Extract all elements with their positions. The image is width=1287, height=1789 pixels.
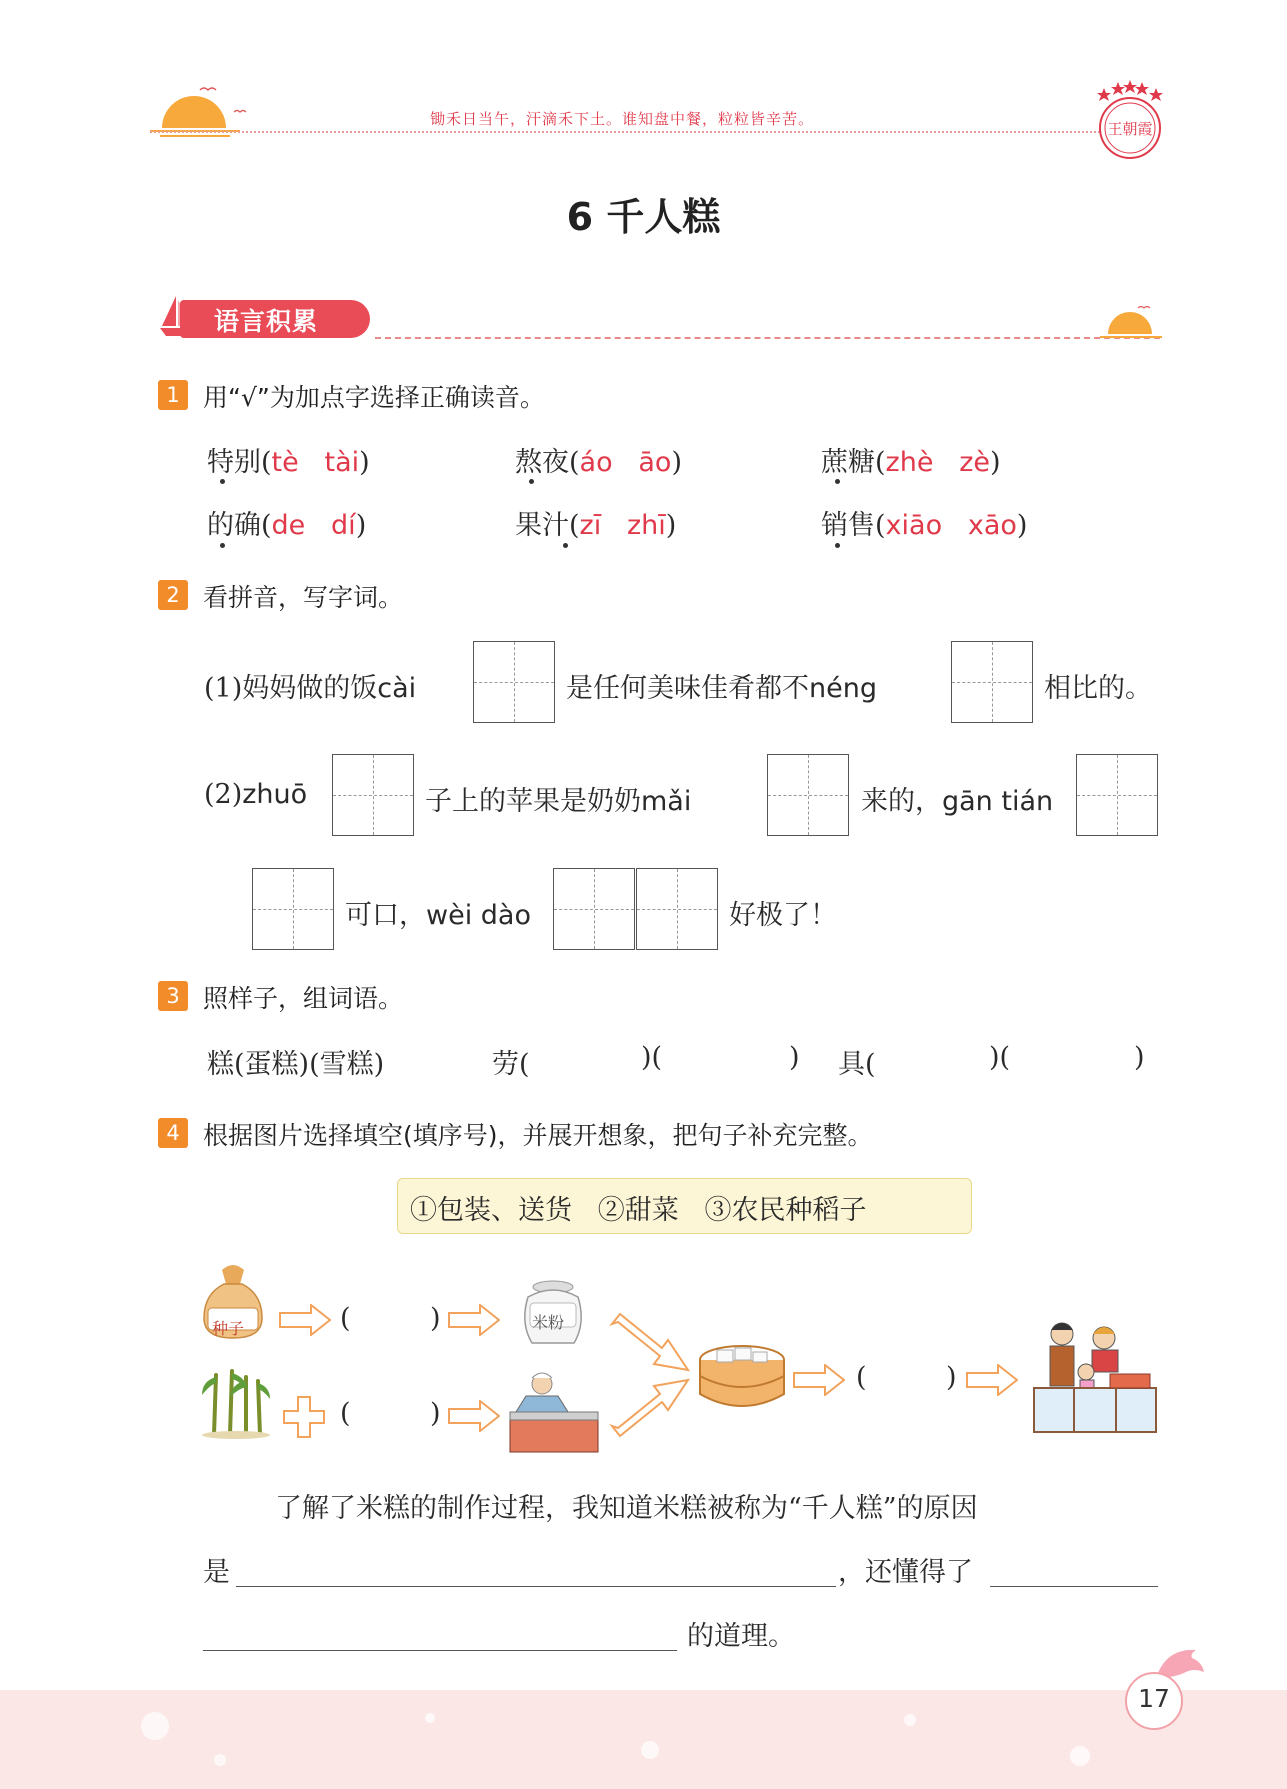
options-text: ①包装、送货 ②甜菜 ③农民种稻子 [410, 1195, 867, 1226]
writing-box[interactable] [553, 868, 635, 950]
question-number-4: 4 [158, 1118, 188, 1148]
blank-paren-close: ) [946, 1362, 957, 1393]
writing-box[interactable] [767, 754, 849, 836]
page-title: 6 千人糕 [566, 195, 721, 239]
q1-item-1: 特别(tè tài) [207, 447, 370, 478]
emphasis-dot [835, 543, 840, 548]
blank-paren-close: ) [430, 1303, 441, 1334]
q3-example: 糕(蛋糕)(雪糕) [207, 1049, 385, 1080]
arrow-right-icon [448, 1400, 500, 1432]
emphasis-dot [563, 543, 568, 548]
question-number-3: 3 [158, 981, 188, 1011]
q4-sentence-3: 的道理。 [687, 1621, 795, 1652]
blank-paren-open: ( [856, 1362, 867, 1393]
pinyin-option[interactable]: de [271, 510, 306, 541]
q4-sentence-2b: ，还懂得了 [838, 1557, 973, 1588]
q3-close: ) [789, 1042, 800, 1073]
pinyin-option[interactable]: áo [579, 447, 613, 478]
page-number: 17 [1138, 1684, 1170, 1713]
question-1-prompt: 用“√”为加点字选择正确读音。 [203, 383, 545, 412]
question-2-prompt: 看拼音，写字词。 [203, 583, 404, 612]
svg-text:王朝霞: 王朝霞 [1107, 120, 1153, 138]
header-divider [150, 131, 1100, 133]
sun-logo-icon [150, 82, 270, 142]
question-3-prompt: 照样子，组词语。 [203, 984, 404, 1013]
emphasis-dot [835, 479, 840, 484]
q1-item-4: 的确(de dí) [207, 510, 367, 541]
writing-box[interactable] [1076, 754, 1158, 836]
writing-box[interactable] [636, 868, 718, 950]
pinyin-option[interactable]: dí [331, 510, 356, 541]
arrow-right-icon [279, 1304, 331, 1336]
pinyin-option[interactable]: tài [324, 447, 360, 478]
sugar-beet-plant-icon [200, 1367, 272, 1439]
q3-word-2: 具( [838, 1049, 876, 1080]
q3-close: ) [1134, 1042, 1145, 1073]
seed-bag-label: 种子 [212, 1319, 245, 1338]
question-4-prompt: 根据图片选择填空(填序号)，并展开想象，把句子补充完整。 [203, 1121, 873, 1150]
q2-line-2a: (2)zhuō [204, 779, 308, 810]
q1-item-6: 销售(xiāo xāo) [821, 510, 1028, 541]
section-divider [375, 337, 1160, 339]
answer-line[interactable] [203, 1650, 677, 1651]
pinyin-option[interactable]: xāo [967, 510, 1017, 541]
pinyin-option[interactable]: zī [579, 510, 602, 541]
blank-paren-close: ) [430, 1398, 441, 1429]
rice-flour-label: 米粉 [532, 1313, 565, 1332]
diagonal-arrow-icon [608, 1310, 692, 1374]
pinyin-option[interactable]: zè [959, 447, 990, 478]
plus-icon [283, 1396, 325, 1438]
worker-at-stove-icon [506, 1370, 602, 1454]
rice-cake-steamer-icon [695, 1340, 789, 1414]
answer-line[interactable] [236, 1586, 836, 1587]
writing-box[interactable] [473, 641, 555, 723]
q4-sentence-2a: 是 [203, 1557, 230, 1588]
blank-paren-open: ( [340, 1398, 351, 1429]
answer-line[interactable] [990, 1586, 1158, 1587]
header-motto: 锄禾日当午，汗滴禾下土。谁知盘中餐，粒粒皆辛苦。 [430, 110, 815, 128]
emphasis-dot [220, 543, 225, 548]
emphasis-dot [220, 479, 225, 484]
writing-box[interactable] [332, 754, 414, 836]
question-number-2: 2 [158, 580, 188, 610]
arrow-right-icon [793, 1364, 845, 1396]
pinyin-option[interactable]: āo [638, 447, 672, 478]
q2-line-1a: (1)妈妈做的饭cài [204, 673, 417, 704]
q1-item-2: 熬夜(áo āo) [515, 447, 682, 478]
q1-item-5: 果汁(zī zhī) [515, 510, 677, 541]
q2-line-2b: 子上的苹果是奶奶mǎi [425, 786, 692, 817]
diagonal-arrow-icon [608, 1376, 692, 1440]
q1-item-3: 蔗糖(zhè zè) [821, 447, 1001, 478]
question-number-1: 1 [158, 380, 188, 410]
q2-line-1c: 相比的。 [1044, 673, 1152, 704]
q2-line-2c: 来的，gān tián [861, 786, 1054, 817]
arrow-right-icon [448, 1304, 500, 1336]
footer-decoration [130, 1700, 1180, 1780]
blank-paren-open: ( [340, 1303, 351, 1334]
section-title: 语言积累 [214, 307, 319, 336]
pinyin-option[interactable]: zhī [626, 510, 666, 541]
q4-sentence-1: 了解了米糕的制作过程，我知道米糕被称为“千人糕”的原因 [275, 1493, 978, 1524]
q3-paren: )( [641, 1042, 663, 1073]
emphasis-dot [529, 479, 534, 484]
q3-word-1: 劳( [492, 1049, 530, 1080]
writing-box[interactable] [951, 641, 1033, 723]
pinyin-option[interactable]: tè [271, 447, 299, 478]
writing-box[interactable] [252, 868, 334, 950]
q2-line-3c: 好极了！ [729, 900, 837, 931]
pinyin-option[interactable]: xiāo [885, 510, 943, 541]
sunset-icon [1100, 302, 1162, 342]
stamp-logo [1090, 78, 1170, 162]
q3-paren: )( [989, 1042, 1011, 1073]
q2-line-1b: 是任何美味佳肴都不néng [566, 673, 877, 704]
pinyin-option[interactable]: zhè [885, 447, 934, 478]
arrow-right-icon [966, 1364, 1018, 1396]
q2-line-3b: 可口，wèi dào [345, 900, 531, 931]
shop-counter-people-icon [1030, 1318, 1160, 1436]
